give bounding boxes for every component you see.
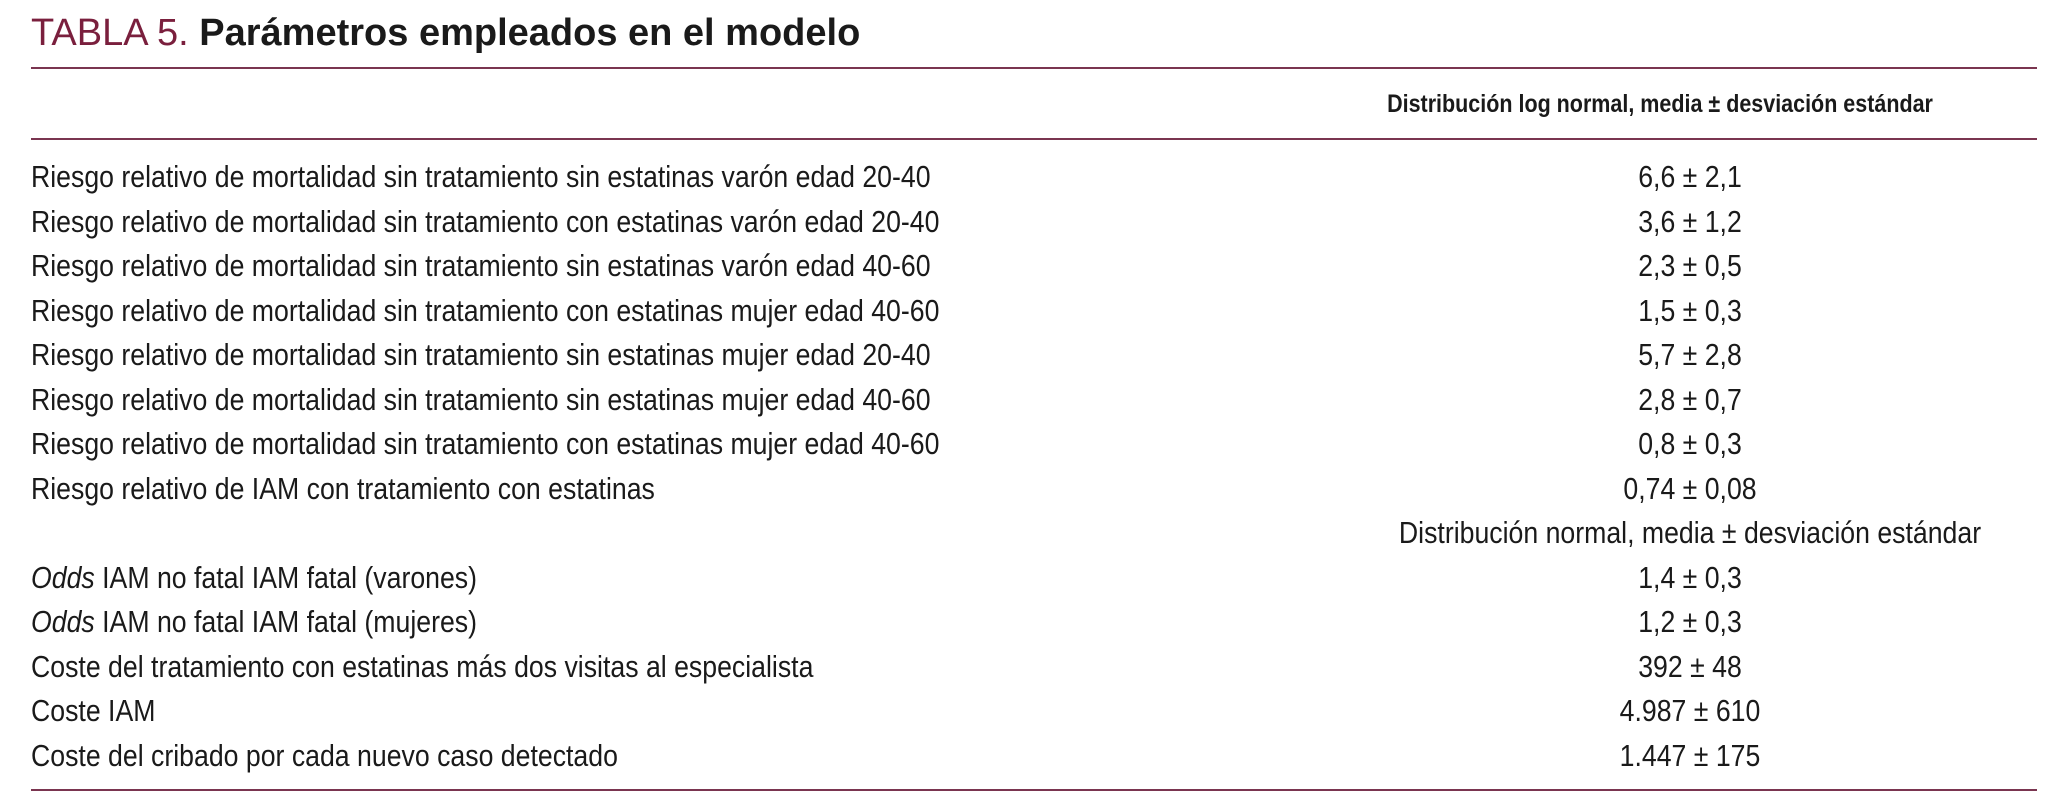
subheader: Distribución normal, media ± desviación estándar	[1398, 515, 1982, 550]
row-label: Riesgo relativo de mortalidad sin tratamiento sin estatinas varón edad 40-60	[31, 248, 931, 283]
row-label	[31, 556, 477, 600]
row-label: Riesgo relativo de mortalidad sin tratamiento sin estatinas varón edad 20-40	[31, 159, 931, 194]
row-label: Riesgo relativo de mortalidad sin tratamiento con estatinas mujer edad 40-60	[31, 292, 940, 328]
row-value: 2,3 ± 0,5	[1638, 248, 1742, 283]
table-row	[31, 333, 2037, 378]
table-row	[31, 467, 2037, 512]
row-label	[31, 689, 155, 733]
row-value: 392 ± 48	[1638, 648, 1742, 684]
column-header: Distribución log normal, media ± desviación estándar	[1387, 90, 1933, 118]
row-value: 2,8 ± 0,7	[1638, 381, 1742, 417]
row-label-text: Coste IAM	[31, 693, 156, 728]
table-row	[31, 422, 2037, 467]
table-caption: Parámetros empleados en el modelo	[199, 12, 861, 54]
row-label-text: Coste del tratamiento con estatinas más dos visitas al especialista	[31, 648, 814, 684]
table-title	[31, 8, 860, 58]
row-value: 1,2 ± 0,3	[1638, 604, 1742, 639]
top-rule	[31, 67, 2037, 69]
table-subheader-row	[31, 511, 2037, 556]
table-row	[31, 734, 2037, 779]
row-label-italic: Odds	[31, 559, 95, 595]
row-label-text: IAM no fatal IAM fatal (varones)	[94, 559, 478, 595]
row-value: 3,6 ± 1,2	[1638, 203, 1742, 239]
row-label	[31, 600, 477, 644]
row-label-text: Coste del cribado por cada nuevo caso detectado	[31, 737, 618, 773]
row-value: 0,8 ± 0,3	[1638, 426, 1742, 461]
row-value: 5,7 ± 2,8	[1638, 337, 1742, 372]
row-value: 4.987 ± 610	[1619, 693, 1761, 728]
row-label: Riesgo relativo de mortalidad sin tratamiento sin estatinas mujer edad 20-40	[31, 337, 931, 372]
row-label	[31, 645, 813, 689]
bottom-rule	[31, 789, 2037, 791]
table-row	[31, 645, 2037, 690]
row-value: 1.447 ± 175	[1619, 737, 1761, 773]
row-value: 1,5 ± 0,3	[1638, 292, 1742, 328]
table-row	[31, 244, 2037, 289]
row-value: 6,6 ± 2,1	[1638, 159, 1742, 194]
table-row	[31, 378, 2037, 423]
row-label: Riesgo relativo de mortalidad sin tratamiento sin estatinas mujer edad 40-60	[31, 381, 931, 417]
table-number: TABLA 5.	[31, 12, 189, 54]
row-label-italic: Odds	[31, 604, 95, 639]
table-row	[31, 600, 2037, 645]
row-label-text: IAM no fatal IAM fatal (mujeres)	[94, 604, 477, 639]
row-value: 1,4 ± 0,3	[1638, 559, 1742, 595]
row-label	[31, 734, 618, 778]
table-row	[31, 556, 2037, 601]
table-body	[31, 155, 2037, 778]
header-rule	[31, 138, 2037, 140]
table-row	[31, 689, 2037, 734]
table-row	[31, 155, 2037, 200]
row-value: 0,74 ± 0,08	[1623, 470, 1757, 506]
row-label: Riesgo relativo de IAM con tratamiento con estatinas	[31, 470, 655, 506]
table-row	[31, 289, 2037, 334]
table-row	[31, 200, 2037, 245]
row-label: Riesgo relativo de mortalidad sin tratamiento con estatinas mujer edad 40-60	[31, 426, 940, 461]
row-label: Riesgo relativo de mortalidad sin tratamiento con estatinas varón edad 20-40	[31, 203, 940, 239]
